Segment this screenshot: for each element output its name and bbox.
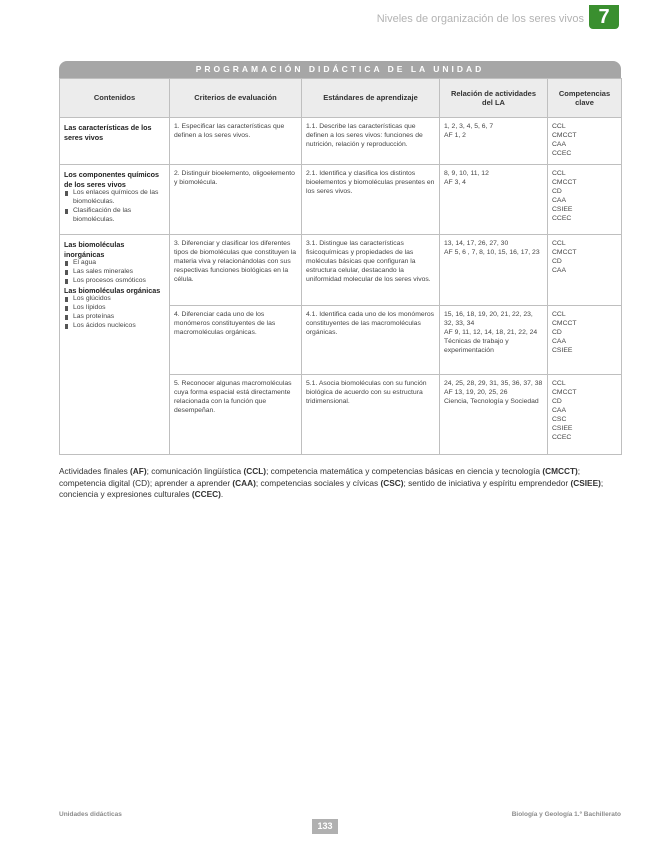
contenidos-title: Las características de los seres vivos — [64, 123, 152, 142]
competencia-code: CCEC — [552, 433, 572, 441]
competencia-code: CD — [552, 397, 562, 405]
actividades-cell — [440, 165, 548, 235]
contenidos-item: Las sales minerales — [64, 268, 165, 277]
contenidos-item: Los lípidos — [64, 304, 165, 313]
header-criterios: Criterios de evaluación — [170, 79, 302, 118]
header-estandares: Estándares de aprendizaje — [302, 79, 440, 118]
programming-table — [59, 61, 621, 455]
competencia-code: CCEC — [552, 149, 572, 157]
table-banner: PROGRAMACIÓN DIDÁCTICA DE LA UNIDAD — [59, 61, 621, 78]
legend-text: . — [220, 489, 224, 500]
competencia-code: CD — [552, 328, 562, 336]
competencias-cell — [548, 165, 622, 235]
contenidos-item: Los procesos osmóticos — [64, 277, 165, 286]
cell-line: 15, 16, 18, 19, 20, 21, 22, 23, 32, 33, 34 — [444, 311, 533, 327]
header-competencias: Competencias clave — [548, 79, 622, 118]
legend-abbr: (AF) — [130, 466, 147, 476]
competencia-code: CD — [552, 257, 562, 265]
contenidos-cell — [60, 235, 170, 455]
cell-line: Técnicas de trabajo y experimentación — [444, 337, 509, 354]
legend-abbr: (CSC) — [380, 477, 404, 488]
contenidos-item: Los glúcidos — [64, 295, 165, 304]
criterio-cell: 2. Distinguir bioelemento, oligoelemento y biomolécula. — [170, 165, 302, 235]
legend-text: Actividades finales — [59, 466, 131, 476]
competencias-cell — [548, 235, 622, 306]
contenidos-item: Las proteínas — [64, 313, 165, 322]
actividades-cell — [440, 306, 548, 375]
header-actividades: Relación de actividades del LA — [440, 79, 548, 118]
competencia-code: CAA — [552, 140, 566, 148]
actividades-cell — [440, 118, 548, 165]
cell-line: 13, 14, 17, 26, 27, 30 — [444, 240, 509, 247]
cell-line: 24, 25, 28, 29, 31, 35, 36, 37, 38 — [444, 380, 543, 387]
legend-text: ; competencia matemática y competencias básicas en ciencia y tecnología — [266, 466, 543, 476]
competencia-code: CCL — [552, 123, 566, 130]
competencia-code: CCL — [552, 240, 566, 247]
contenidos-item: Clasificación de las biomoléculas. — [64, 207, 165, 225]
cell-line: AF 3, 4 — [444, 178, 466, 186]
table-row — [60, 235, 622, 306]
chapter-number-badge: 7 — [589, 5, 619, 29]
competencia-code: CCL — [552, 380, 566, 387]
estandar-cell: 3.1. Distingue las características fisicoquímicas y propiedades de las moléculas básicas que configuran la estructura celular, destacando la uniformidad molecular de los seres vivos. — [302, 235, 440, 306]
competencias-cell — [548, 118, 622, 165]
competencia-code: CAA — [552, 337, 566, 345]
competencia-code: CMCCT — [552, 131, 577, 139]
cell-line: 8, 9, 10, 11, 12 — [444, 170, 489, 177]
legend-text: ; comunicación lingüística — [146, 466, 244, 476]
table-header-row — [60, 79, 622, 118]
competencias-cell — [548, 375, 622, 455]
footer-left: Unidades didácticas — [59, 811, 122, 818]
legend-text: ; competencias sociales y cívicas — [255, 477, 381, 488]
legend-abbr: (CSIEE) — [570, 477, 601, 488]
estandar-cell: 4.1. Identifica cada uno de los monómeros constituyentes de las macromoléculas orgánicas. — [302, 306, 440, 375]
competencia-code: CCL — [552, 311, 566, 318]
competencia-code: CSIEE — [552, 424, 573, 432]
cell-line: 1, 2, 3, 4, 5, 6, 7 — [444, 123, 494, 130]
cell-line: Ciencia, Tecnología y Sociedad — [444, 397, 539, 405]
competencia-code: CAA — [552, 266, 566, 274]
contenidos-title: Los componentes químicos de los seres vivos — [64, 170, 160, 189]
table-row — [60, 165, 622, 235]
competencia-code: CCEC — [552, 214, 572, 222]
competencia-code: CMCCT — [552, 319, 577, 327]
contenidos-title: Las biomoléculas inorgánicas — [64, 240, 125, 259]
cell-line: AF 1, 2 — [444, 131, 466, 139]
competencia-code: CMCCT — [552, 248, 577, 256]
competencia-code: CSC — [552, 415, 567, 423]
contenidos-cell — [60, 165, 170, 235]
cell-line: AF 5, 6 , 7, 8, 10, 15, 16, 17, 23 — [444, 248, 540, 256]
competencia-code: CAA — [552, 406, 566, 414]
competencia-code: CMCCT — [552, 388, 577, 396]
legend-text: ; conciencia y expresiones culturales — [59, 477, 604, 500]
page-number: 133 — [312, 819, 338, 834]
contenidos-item: El agua — [64, 259, 165, 268]
legend-abbr: (CCL) — [243, 466, 267, 476]
contenidos-title: Las biomoléculas orgánicas — [64, 285, 161, 295]
table-row — [60, 118, 622, 165]
actividades-cell — [440, 375, 548, 455]
cell-line: AF 9, 11, 12, 14, 18, 21, 22, 24 — [444, 328, 538, 336]
legend-abbr: (CMCCT) — [542, 466, 578, 476]
actividades-cell — [440, 235, 548, 306]
competencias-cell — [548, 306, 622, 375]
running-header-title: Niveles de organización de los seres vivos — [376, 13, 584, 25]
criterio-cell: 1. Especificar las características que definen a los seres vivos. — [170, 118, 302, 165]
competencia-code: CSIEE — [552, 205, 573, 213]
contenidos-cell — [60, 118, 170, 165]
legend-abbr: (CCEC) — [191, 489, 221, 500]
criterio-cell: 3. Diferenciar y clasificar los diferentes tipos de biomoléculas que constituyen la materia viva y relacionándolas con sus respectivas funciones biológicas en la célula. — [170, 235, 302, 306]
estandar-cell: 5.1. Asocia biomoléculas con su función biológica de acuerdo con su estructura tridimensional. — [302, 375, 440, 455]
criterio-cell: 4. Diferenciar cada uno de los monómeros constituyentes de las macromoléculas orgánicas. — [170, 306, 302, 375]
legend-note — [59, 466, 625, 501]
header-contenidos: Contenidos — [60, 79, 170, 118]
competencia-code: CSIEE — [552, 346, 573, 354]
competencia-code: CMCCT — [552, 178, 577, 186]
estandar-cell: 1.1. Describe las características que definen a los seres vivos: funciones de nutrición, relación y reproducción. — [302, 118, 440, 165]
estandar-cell: 2.1. Identifica y clasifica los distintos bioelementos y biomoléculas presentes en los seres vivos. — [302, 165, 440, 235]
contenidos-item: Los enlaces químicos de las biomoléculas. — [64, 189, 165, 207]
criterio-cell: 5. Reconocer algunas macromoléculas cuya forma espacial está directamente relacionada con la función que desempeñan. — [170, 375, 302, 455]
cell-line: AF 13, 19, 20, 25, 26 — [444, 388, 508, 396]
competencia-code: CD — [552, 187, 562, 195]
contenidos-item: Los ácidos nucleicos — [64, 322, 165, 331]
legend-abbr: (CAA) — [232, 477, 256, 488]
competencia-code: CAA — [552, 196, 566, 204]
legend-text: ; sentido de iniciativa y espíritu emprendedor — [403, 477, 571, 488]
legend-text: ; competencia digital (CD); aprender a aprender — [59, 466, 581, 488]
footer-right: Biología y Geología 1.º Bachillerato — [511, 811, 621, 818]
competencia-code: CCL — [552, 170, 566, 177]
